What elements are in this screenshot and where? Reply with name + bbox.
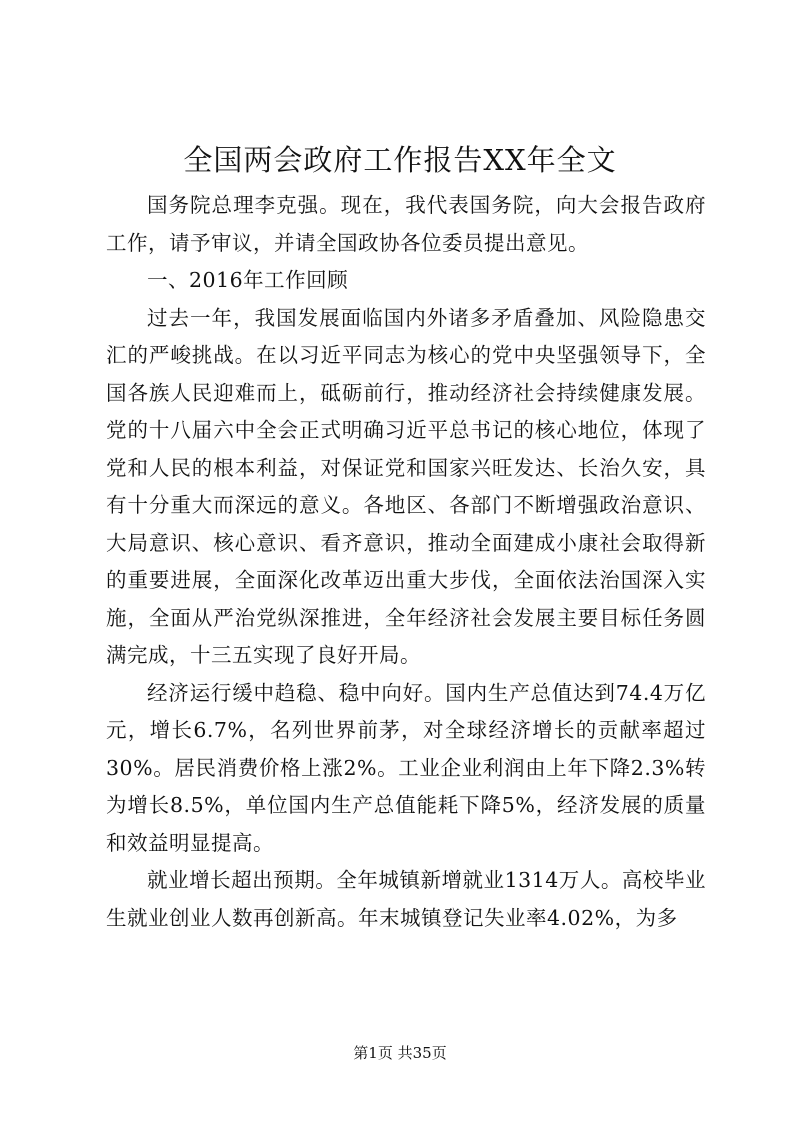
paragraph-intro: 国务院总理李克强。现在，我代表国务院，向大会报告政府工作，请予审议，并请全国政协各位委员提出意见。 [106,193,706,255]
page-number-footer: 第1页 共35页 [353,1044,447,1062]
paragraph-economy: 经济运行缓中趋稳、稳中向好。国内生产总值达到74.4万亿元，增长6.7%，名列世界前茅，对全球经济增长的贡献率超过30%。居民消费价格上涨2%。工业企业利润由上年下降2.3%转为增长8.5%，单位国内生产总值能耗下降5%，经济发展的质量和效益明显提高。 [106,680,706,855]
paragraph-employment: 就业增长超出预期。全年城镇新增就业1314万人。高校毕业生就业创业人数再创新高。年末城镇登记失业率4.02%，为多 [106,868,706,930]
document-body [106,187,706,937]
section-heading: 一、2016年工作回顾 [147,268,349,292]
document-title: 全国两会政府工作报告XX年全文 [183,143,617,177]
paragraph-review: 过去一年，我国发展面临国内外诸多矛盾叠加、风险隐患交汇的严峻挑战。在以习近平同志为核心的党中央坚强领导下，全国各族人民迎难而上，砥砺前行，推动经济社会持续健康发展。党的十八届六中全会正式明确习近平总书记的核心地位，体现了党和人民的根本利益，对保证党和国家兴旺发达、长治久安，具有十分重大而深远的意义。各地区、各部门不断增强政治意识、大局意识、核心意识、看齐意识，推动全面建成小康社会取得新的重要进展，全面深化改革迈出重大步伐，全面依法治国深入实施，全面从严治党纵深推进，全年经济社会发展主要目标任务圆满完成，十三五实现了良好开局。 [106,305,706,667]
